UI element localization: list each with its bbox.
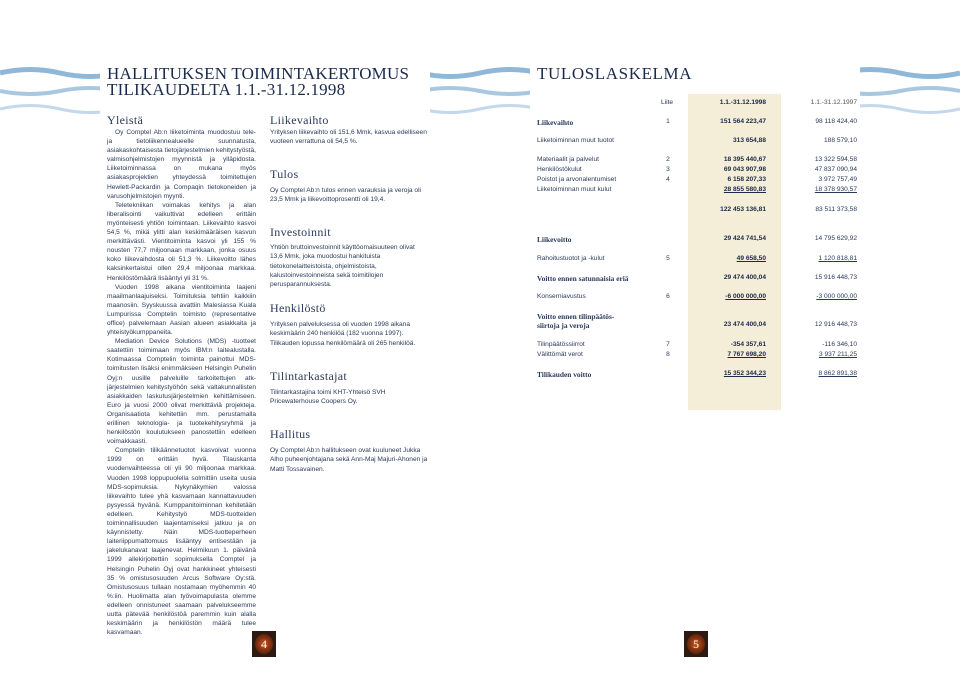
row-previous: 14 795 629,92 (814, 235, 857, 242)
row-label: Materiaalit ja palvelut (537, 156, 599, 163)
table-row (537, 186, 857, 196)
row-current: 15 352 344,23 (723, 370, 766, 377)
section-heading-tilintarkastajat: Tilintarkastajat (270, 369, 348, 383)
row-note: 4 (666, 176, 670, 183)
col-header-previous: 1.1.-31.12.1997 (810, 99, 857, 106)
table-row (537, 166, 857, 176)
table-row (537, 312, 857, 332)
row-note: 5 (666, 255, 670, 262)
row-current: 6 158 207,33 (727, 176, 766, 183)
page-number-left-text: 4 (261, 637, 267, 651)
page-number-left (252, 631, 276, 657)
column-header-row (537, 99, 857, 109)
row-label: Tilinpäätössiirrot (537, 341, 585, 348)
row-label: Konserniavustus (537, 293, 586, 300)
table-row (537, 370, 857, 380)
table-row (537, 206, 857, 216)
row-previous: 18 378 930,57 (814, 186, 857, 193)
row-previous: 188 579,10 (823, 137, 857, 144)
section-heading-henkilosto: Henkilöstö (270, 301, 326, 315)
row-label: Liikevaihto (537, 118, 574, 127)
row-current: 49 658,50 (736, 255, 766, 262)
row-current: 18 395 440,67 (723, 156, 766, 163)
section-heading-hallitus: Hallitus (270, 427, 311, 441)
row-previous: 98 118 424,40 (815, 118, 857, 125)
row-label: Liiketoiminnan muut tuotot (537, 137, 614, 144)
report-title-line2: TILIKAUDELTA 1.1.-31.12.1998 (107, 80, 346, 99)
row-previous: 3 972 757,49 (818, 176, 857, 183)
table-row (537, 293, 857, 303)
row-previous: 13 322 594,58 (814, 156, 857, 163)
row-previous: -3 000 000,00 (816, 293, 857, 300)
row-previous: 15 916 448,73 (814, 274, 857, 281)
row-label: Tilikauden voitto (537, 370, 592, 379)
table-row (537, 176, 857, 186)
row-note: 1 (666, 118, 670, 125)
row-label: Voitto ennen satunnaisia eriä (537, 274, 629, 283)
table-row (537, 156, 857, 166)
col-header-current: 1.1.-31.12.1998 (719, 99, 766, 106)
section-heading-liikevaihto: Liikevaihto (270, 113, 329, 127)
row-current: -6 000 000,00 (725, 293, 766, 300)
row-current: 151 564 223,47 (720, 118, 766, 125)
table-row (537, 137, 857, 147)
tilintarkastajat-text: Tilintarkastajina toimi KHT-Yhteisö SVH Pricewaterhouse Coopers Oy. (270, 389, 386, 406)
section-heading-tulos: Tulos (270, 167, 299, 181)
section-heading-investoinnit: Investoinnit (270, 225, 331, 239)
row-previous: 8 862 891,38 (818, 370, 857, 377)
row-current: 313 654,88 (732, 137, 766, 144)
row-current: 28 855 580,83 (723, 186, 766, 193)
table-row (537, 274, 857, 284)
yleista-paragraph: Oy Comptel Ab:n liiketoiminta muodostuu tele- ja tietoliikennealueelle suunnatusta, asiakaskohtaisesta tietojärjestelmien kehitystyöstä, valmisohjelmistojen myynnistä ja ylläpidosta. Liiketoiminnassa on mukana myös asiakasprojektien yhteydessä toimitettujen Hewlett-Packardin ja Compaqin tietokoneiden ja varusohjelmistojen myynti. (107, 129, 256, 200)
row-note: 2 (666, 156, 670, 163)
row-note: 6 (666, 293, 670, 300)
tulos-text: Oy Comptel Ab:n tulos ennen varauksia ja veroja oli 23,5 Mmk ja liikevoittoprosentti oli 19,4. (270, 187, 422, 204)
table-row (537, 255, 857, 265)
table-row (537, 341, 857, 351)
yleista-paragraph: Mediation Device Solutions (MDS) -tuotteet saatettiin toimimaan myös IBM:n laitealustalla. Kotimaassa Comptelin toiminta painottui MDS-toimitusten lisäksi enimmäkseen Helsingin Puhelin Oyj:n uusille palveluille tarkoitettujen atk-järjestelmien kehitystyöhön sekä valtakunnallisten asiakkaiden laskutusjärjestelmien kehittämiseen. Euro ja vuosi 2000 olivat merkittäviä projekteja. Organisaatiota kehitettiin mm. perustamalla erillinen teknologia- ja tuotekehitysryhmä ja henkilöstön koulutukseen panostettiin edelleen voimakkaasti. (107, 338, 256, 446)
row-current: 69 043 907,98 (723, 166, 766, 173)
section-heading-yleista: Yleistä (107, 113, 144, 127)
row-label: Voitto ennen tilinpäätös- (537, 312, 615, 321)
report-title-line1: HALLITUKSEN TOIMINTAKERTOMUS (107, 64, 410, 83)
investoinnit-text: Yhtiön bruttoinvestoinnit käyttöomaisuuteen olivat 13,6 Mmk, joka muodostui hankituista tietokonelaitteistoista, ohjelmistoista, kalustoinvestoinneista sekä toimitilojen perusparannuksesta. (270, 244, 415, 289)
row-previous: 3 937 211,25 (818, 351, 857, 358)
row-current: 29 474 400,04 (723, 274, 766, 281)
row-label-line2: siirtoja ja veroja (537, 321, 590, 330)
row-note: 7 (666, 341, 670, 348)
row-current: -354 357,61 (730, 341, 766, 348)
row-label: Rahoitustuotot ja -kulut (537, 255, 605, 262)
row-current: 29 424 741,54 (723, 235, 766, 242)
row-previous: 83 511 373,58 (815, 206, 857, 213)
row-label: Henkilöstökulut (537, 166, 582, 173)
row-note: 8 (666, 351, 670, 358)
row-current: 7 767 698,20 (727, 351, 766, 358)
table-row (537, 351, 857, 361)
row-previous: 1 120 818,81 (818, 255, 857, 262)
col-header-note: Liite (660, 99, 674, 106)
yleista-paragraph: Vuoden 1998 aikana vientitoiminta laajeni maailmanlaajuiseksi. Toimituksia tehtiin kaikkiin maanosiin. Syyskuussa avattiin Malesiassa Kuala Lumpurissa Comptelin toimisto (representative office) palvelemaan Aasian alueen asiakkaita ja yhteistyökumppaneita. (107, 283, 256, 337)
row-label: Välittömät verot (537, 351, 583, 358)
yleista-body (107, 128, 256, 637)
row-previous: 12 916 448,73 (814, 321, 857, 328)
row-note: 3 (666, 166, 670, 173)
row-label: Liikevoitto (537, 235, 572, 244)
table-row (537, 235, 857, 245)
row-current: 122 453 136,81 (720, 206, 766, 213)
hallitus-text: Oy Comptel Ab:n hallitukseen ovat kuuluneet Jukka Alho puheenjohtajana sekä Ann-Maj Majuri-Ahonen ja Matti Tossavainen. (270, 447, 428, 473)
liikevaihto-text: Yrityksen liikevaihto oli 151,6 Mmk, kasvua edelliseen vuoteen verrattuna oli 54,5 %. (270, 129, 427, 146)
yleista-paragraph: Comptelin tilikäännetuotot kasvoivat vuonna 1999 on erittäin hyvä. Tilauskanta vuodenvaihteessa oli yli 90 miljoonaa markkaa. Vuoden 1998 loppupuolella solmittiin useita uusia MDS-sopimuksia. Nykynäkymien valossa liikevaihto tulee yhä kasvamaan kannattavuuden pysyessä hyvänä. Kumppanitoiminnan kehitetään edelleen. Kehitystyö MDS-tuotteiden toiminnallisuuden laajentamiseksi jatkuu ja on käynnistetty. Näin MDS-tuotteperheen laiteriippumattomuus lisääntyy entisestään ja jakelukanavat laajenevat. Helmikuun 1. päivänä 1999 allekirjoitettiin sopimuksella Comptel ja Helsingin Puhelin Oyj ovat hankkineet yhteisesti 35 % omistusosuuden Arcus Software Oy:stä. Omistusosuus tullaan nostamaan myöhemmin 40 %:iin. Huolimatta alan työvoimapulasta olemme edelleen onnistuneet saamaan palvelukseemme uutta pätevää henkilöstöä paremmin kuin alalla keskimäärin ja henkilöstön määrä tulee kasvamaan. (107, 447, 256, 637)
henkilosto-text: Yrityksen palveluksessa oli vuoden 1998 aikana keskimäärin 240 henkilöä (182 vuonna 1997). Tilikauden lopussa henkilömäärä oli 265 henkilöä. (270, 321, 416, 347)
page-number-right-text: 5 (693, 637, 699, 651)
table-row (537, 118, 857, 128)
income-statement-title: TULOSLASKELMA (537, 64, 693, 83)
row-label: Liiketoiminnan muut kulut (537, 186, 612, 193)
row-previous: -116 346,10 (822, 341, 857, 348)
row-current: 23 474 400,04 (723, 321, 766, 328)
page-number-right (684, 631, 708, 657)
yleista-paragraph: Teletekniikan voimakas kehitys ja alan liberalisointi vaikuttivat edelleen erittäin myönteisesti yhtiön toimintaan. Liikevaihto kasvoi 54,5 %, mikä ylitti alan keskimääräisen kasvun merkittävästi. Vientitoiminta kasvoi yli 155 % nousten 77,7 miljoonaan markkaan, jonka osuus koko liikevaihdosta oli 51,3 %. Liikevoitto lähes kaksinkertaistui ollen 29,4 miljoonaa markkaa. Henkilöstömäärä lisääntyi yli 31 %. (107, 201, 256, 282)
row-previous: 47 837 090,94 (814, 166, 857, 173)
row-label: Poistot ja arvonalentumiset (537, 176, 617, 183)
